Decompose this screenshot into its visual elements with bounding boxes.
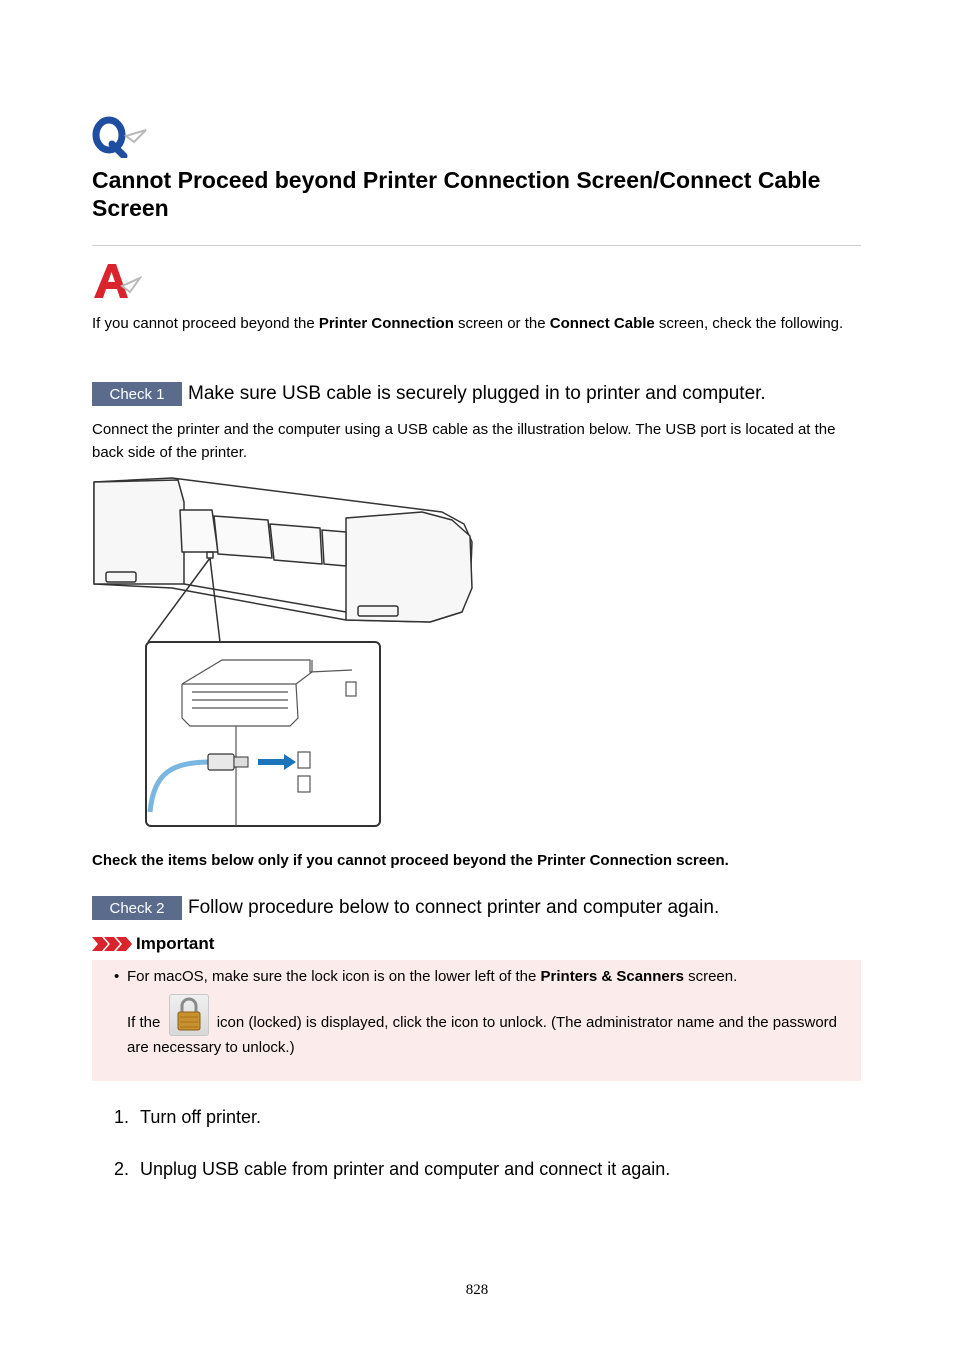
check-1-badge: Check 1 [92, 382, 182, 406]
important-arrows-icon [92, 935, 132, 953]
check-scope-note: Check the items below only if you cannot proceed beyond the Printer Connection screen. [92, 852, 729, 869]
step-2: 2. Unplug USB cable from printer and computer and connect it again. [114, 1159, 671, 1179]
check-2-row [92, 896, 719, 920]
printers-scanners-term: Printers & Scanners [540, 968, 684, 985]
question-icon [92, 116, 148, 158]
check-2-heading: Follow procedure below to connect printer and computer again. [188, 897, 720, 918]
macos-lock-note: For macOS, make sure the lock icon is on the lower left of the Printers & Scanners screen. [127, 968, 738, 985]
step-1: 1. Turn off printer. [114, 1107, 262, 1127]
intro-paragraph: If you cannot proceed beyond the Printer Connection screen or the Connect Cable screen, check the following. [92, 315, 844, 332]
check-1-heading: Make sure USB cable is securely plugged in to printer and computer. [188, 383, 766, 404]
usb-connection-illustration [92, 472, 474, 828]
page-number: 828 [465, 1282, 489, 1298]
important-label: Important [136, 934, 215, 953]
check-1-row [92, 382, 766, 406]
page-title: Cannot Proceed beyond Printer Connection Screen/Connect Cable Screen [92, 167, 821, 221]
divider [92, 245, 861, 246]
printer-connection-term: Printer Connection [318, 315, 454, 332]
check-1-description: Connect the printer and the computer using a USB cable as the illustration below. The USB port is located at the back side of the printer. [92, 421, 836, 461]
check-2-badge: Check 2 [92, 896, 182, 920]
important-header [92, 934, 214, 954]
important-box [92, 960, 861, 1081]
connect-cable-term: Connect Cable [549, 315, 655, 332]
answer-icon [92, 262, 142, 300]
bullet-marker: • [114, 968, 120, 985]
lock-instruction: If the icon (locked) is displayed, click the icon to unlock. (The administrator name and the password are necessary to unlock.) [127, 994, 852, 1060]
lock-icon [169, 994, 209, 1036]
